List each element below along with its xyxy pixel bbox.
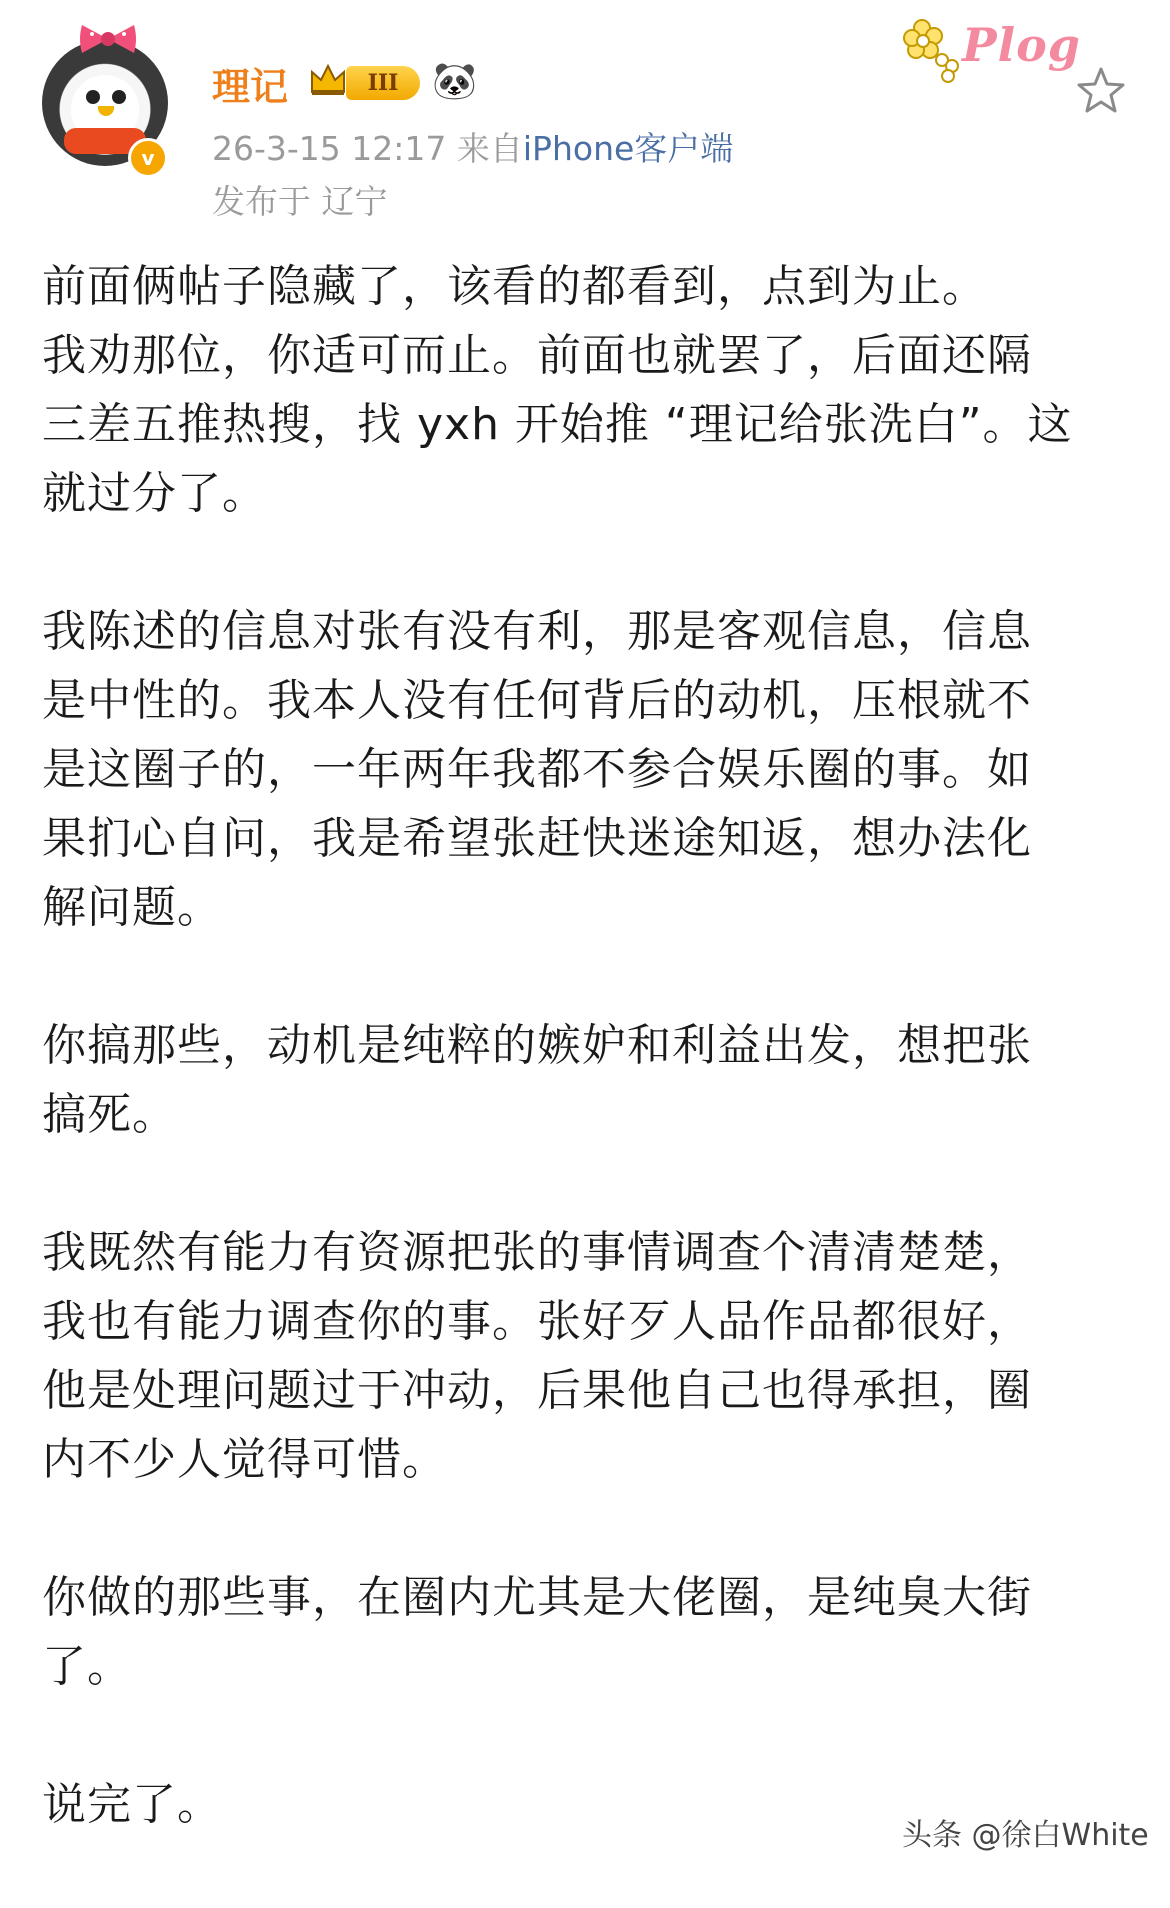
panda-icon: 🐼	[432, 61, 477, 102]
source-link[interactable]: iPhone客户端	[522, 129, 734, 168]
post-meta	[212, 123, 733, 170]
post-paragraph: 说完了。	[42, 1779, 222, 1830]
post-paragraph: 你做的那些事，在圈内尤其是大佬圈，是纯臭大街 了。	[42, 1572, 1032, 1692]
post-paragraph: 我陈述的信息对张有没有利，那是客观信息，信息 是中性的。我本人没有任何背后的动机，压根就不 是这圈子的，一年两年我都不参合娱乐圈的事。如 果扪心自问，我是希望张赶快迷途知返，想办法化 解问题。	[42, 606, 1032, 933]
post-body	[42, 252, 1102, 1908]
bow-icon	[78, 22, 138, 56]
post-paragraph: 你搞那些，动机是纯粹的嫉妒和利益出发，想把张 搞死。	[42, 1020, 1032, 1140]
post-header	[0, 0, 1170, 230]
crown-icon	[308, 60, 348, 100]
verified-v-icon: v	[128, 138, 168, 178]
watermark: 头条 @徐白White	[902, 1818, 1149, 1853]
post-paragraph: 前面俩帖子隐藏了，该看的都看到，点到为止。 我劝那位，你适可而止。前面也就罢了，后面还隔 三差五推热搜，找 yxh 开始推 “理记给张洗白”。这 就过分了。	[42, 261, 1073, 519]
plog-text: Plog	[962, 18, 1081, 72]
post-location: 发布于 辽宁	[212, 182, 388, 221]
avatar-eye-right	[112, 90, 126, 104]
avatar-beak	[98, 106, 114, 116]
level-badge[interactable]: III	[346, 66, 420, 100]
timestamp: 26-3-15 12:17	[212, 129, 447, 168]
star-icon[interactable]	[1074, 64, 1128, 118]
source-prefix: 来自	[456, 129, 523, 168]
avatar-eye-left	[86, 90, 100, 104]
plog-sticker	[902, 8, 1082, 88]
flower-icon	[902, 14, 962, 84]
post-paragraph: 我既然有能力有资源把张的事情调查个清清楚楚， 我也有能力调查你的事。张好歹人品作品都很好， 他是处理问题过于冲动，后果他自己也得承担，圈 内不少人觉得可惜。	[42, 1227, 1032, 1485]
username[interactable]: 理记	[212, 65, 289, 109]
